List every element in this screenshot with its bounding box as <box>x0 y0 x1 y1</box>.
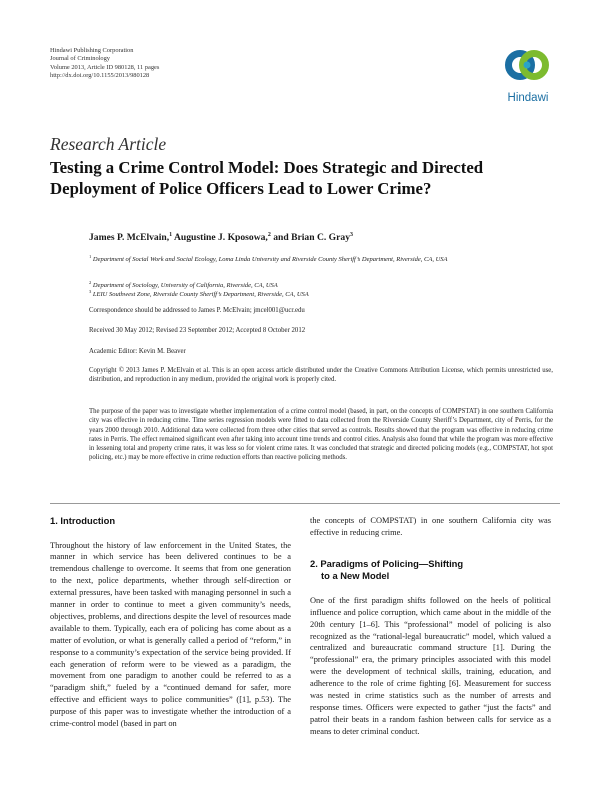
logo-text: Hindawi <box>507 92 549 104</box>
author-name: James P. McElvain, <box>89 232 170 244</box>
section-heading <box>310 558 551 583</box>
section-body: Throughout the history of law enforcement in the United States, the manner in which service has been delivered continues to be a tremendous challenge to overcome. It seems that from one generation to the next, police departments, whether through self-direction or external pressures, have been tasked with managing personnel in such a manner in order to continue to meet a given community’s needs, objectives, problems, and directions despite the level of resources made available to them. Typically, each era of policing has come about as a matter of evolution, or what is generally called a period of “reform,” in response to a community’s expectation of the service being provided. If each generation of reform were to be viewed as a paradigm, the movement from one paradigm to another could be referred to as a “paradigm shift,” fueled by a “continued demand for safer, more effective and efficient ways to police communities” ([1], p.53). The purpose of this paper was to investigate whether the introduction of a crime-control model (based in part on <box>50 540 291 729</box>
author-sup: 1 <box>169 232 173 238</box>
received-dates: Received 30 May 2012; Revised 23 September 2012; Accepted 8 October 2012 <box>89 327 306 334</box>
affiliation-text: Department of Social Work and Social Ecology, Loma Linda University and Riverside County Sheriff’s Department, Riverside, CA, USA <box>92 256 448 264</box>
affiliation-text: Department of Sociology, University of California, Riverside, CA, USA <box>92 282 278 290</box>
author-name: Augustine J. Kposowa, <box>172 232 268 244</box>
author-name: and Brian C. Gray <box>270 232 350 244</box>
affiliation-sup: 1 <box>89 254 92 259</box>
affiliation-sup: 3 <box>89 289 92 294</box>
article-type: Research Article <box>50 134 167 154</box>
author-list <box>89 232 353 243</box>
affiliation-text: LEIU Southwest Zone, Riverside County Sheriff’s Department, Riverside, CA, USA <box>92 291 309 299</box>
section-heading: 1. Introduction <box>50 515 116 526</box>
divider <box>50 503 560 504</box>
abstract: The purpose of the paper was to investigate whether implementation of a crime control model (based, in part, on the concepts of COMPSTAT) in one southern California city was effective in reducing crime. Time series regression models were fitted to data collected from the Riverside County Sheriff’s Department, city of Perris, for the years 2000 through 2010. Additional data were collected from three other cities that served as controls. Results showed that the program was effective in reducing crime rates in Perris. The effect remained significant even after taking into account time trends and control cities. Analysis also found that while the program was more effective in lessening total and property crime rates, it was less so for violent crime rates. It was concluded that strategic and directed policing models (e.g., COMPSTAT, hot spot policing, etc.) may be more effective in crime reduction efforts than reactive policing methods. <box>89 408 553 462</box>
hindawi-logo <box>496 42 560 110</box>
article-title: Testing a Crime Control Model: Does Strategic and Directed Deployment of Police Officers Lead to Lower Crime? <box>50 158 484 198</box>
section-heading-line1: 2. Paradigms of Policing—Shifting <box>310 557 464 569</box>
volume-info: Volume 2013, Article ID 980128, 11 pages <box>50 63 160 71</box>
section-body: One of the first paradigm shifts followed on the heels of political influence and police corruption, which came about in the middle of the 20th century [1–6]. This “professional” model of policing is also recognized as the “rational-legal bureaucratic” model, which valued a centralized and bureaucratic command structure [1]. During the “professional” era, the primary principles associated with this model were the development of technical skills, training, education, and adherence to the role of crime fighting [6]. Measurement for success was nested in crime statistics such as the number of arrests and response times. Officers were expected to gather “just the facts” and patrol their beats in a random fashion between calls for service as a means to deter criminal conduct. <box>310 595 551 736</box>
journal-header <box>50 47 159 80</box>
section-heading-line2: to a New Model <box>321 570 390 582</box>
journal-name: Journal of Criminology <box>50 55 110 63</box>
publisher: Hindawi Publishing Corporation <box>50 47 134 54</box>
hindawi-logo-icon <box>496 42 560 92</box>
author-sup: 2 <box>267 232 271 238</box>
affiliation <box>89 253 509 265</box>
academic-editor: Academic Editor: Kevin M. Beaver <box>89 348 186 355</box>
left-column <box>50 515 291 730</box>
affiliation-sup: 2 <box>89 280 92 285</box>
affiliation <box>89 288 509 300</box>
doi-link[interactable]: http://dx.doi.org/10.1155/2013/980128 <box>50 71 150 79</box>
copyright-notice: Copyright © 2013 James P. McElvain et al. This is an open access article distributed under the Creative Commons Attribution License, which permits unrestricted use, distribution, and reproduction in any medium, provided the original work is properly cited. <box>89 367 553 384</box>
correspondence: Correspondence should be addressed to James P. McElvain; jmcel001@ucr.edu <box>89 307 305 314</box>
section-body-continued: the concepts of COMPSTAT) in one southern California city was effective in reducing crime. <box>310 516 551 537</box>
author-sup: 3 <box>350 232 353 238</box>
right-column <box>310 515 551 738</box>
